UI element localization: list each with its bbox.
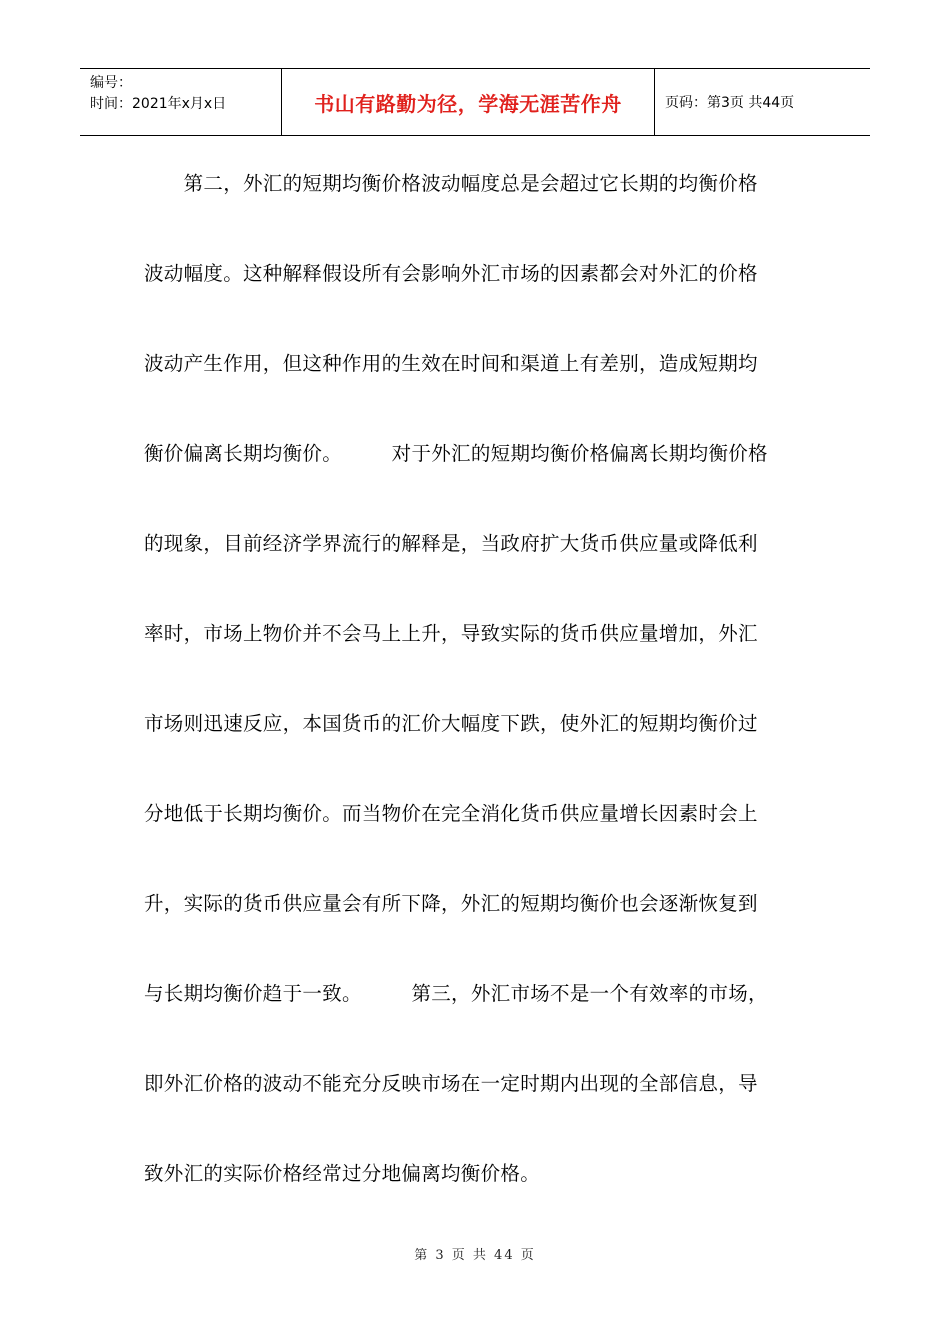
body-line: 分地低于长期均衡价。而当物价在完全消化货币供应量增长因素时会上	[144, 802, 758, 825]
body-line: 市场则迅速反应，本国货币的汇价大幅度下跌，使外汇的短期均衡价过	[144, 712, 758, 735]
page-footer: 第 3 页 共 44 页	[414, 1248, 536, 1263]
body-line: 即外汇价格的波动不能充分反映市场在一定时期内出现的全部信息，导	[144, 1072, 758, 1095]
body-line: 波动产生作用，但这种作用的生效在时间和渠道上有差别，造成短期均	[144, 352, 758, 375]
header-meta-cell	[80, 69, 282, 135]
body-line: 第二，外汇的短期均衡价格波动幅度总是会超过它长期的均衡价格	[144, 172, 758, 195]
body-line: 的现象，目前经济学界流行的解释是，当政府扩大货币供应量或降低利	[144, 532, 758, 555]
header-page-info: 页码：第3页 共44页	[665, 95, 795, 111]
body-line: 波动幅度。这种解释假设所有会影响外汇市场的因素都会对外汇的价格	[144, 262, 758, 285]
document-time-label: 时间：2021年x月x日	[90, 96, 227, 112]
body-line: 升，实际的货币供应量会有所下降，外汇的短期均衡价也会逐渐恢复到	[144, 892, 758, 915]
document-body	[144, 160, 804, 1240]
body-line: 衡价偏离长期均衡价。 对于外汇的短期均衡价格偏离长期均衡价格	[144, 442, 768, 465]
body-line: 致外汇的实际价格经常过分地偏离均衡价格。	[144, 1162, 541, 1185]
page-header	[80, 68, 870, 136]
header-motto: 书山有路勤为径，学海无涯苦作舟	[282, 69, 655, 135]
document-number-label: 编号：	[90, 75, 132, 91]
body-line: 率时，市场上物价并不会马上上升，导致实际的货币供应量增加，外汇	[144, 622, 758, 645]
body-line: 与长期均衡价趋于一致。 第三，外汇市场不是一个有效率的市场，	[144, 982, 768, 1005]
